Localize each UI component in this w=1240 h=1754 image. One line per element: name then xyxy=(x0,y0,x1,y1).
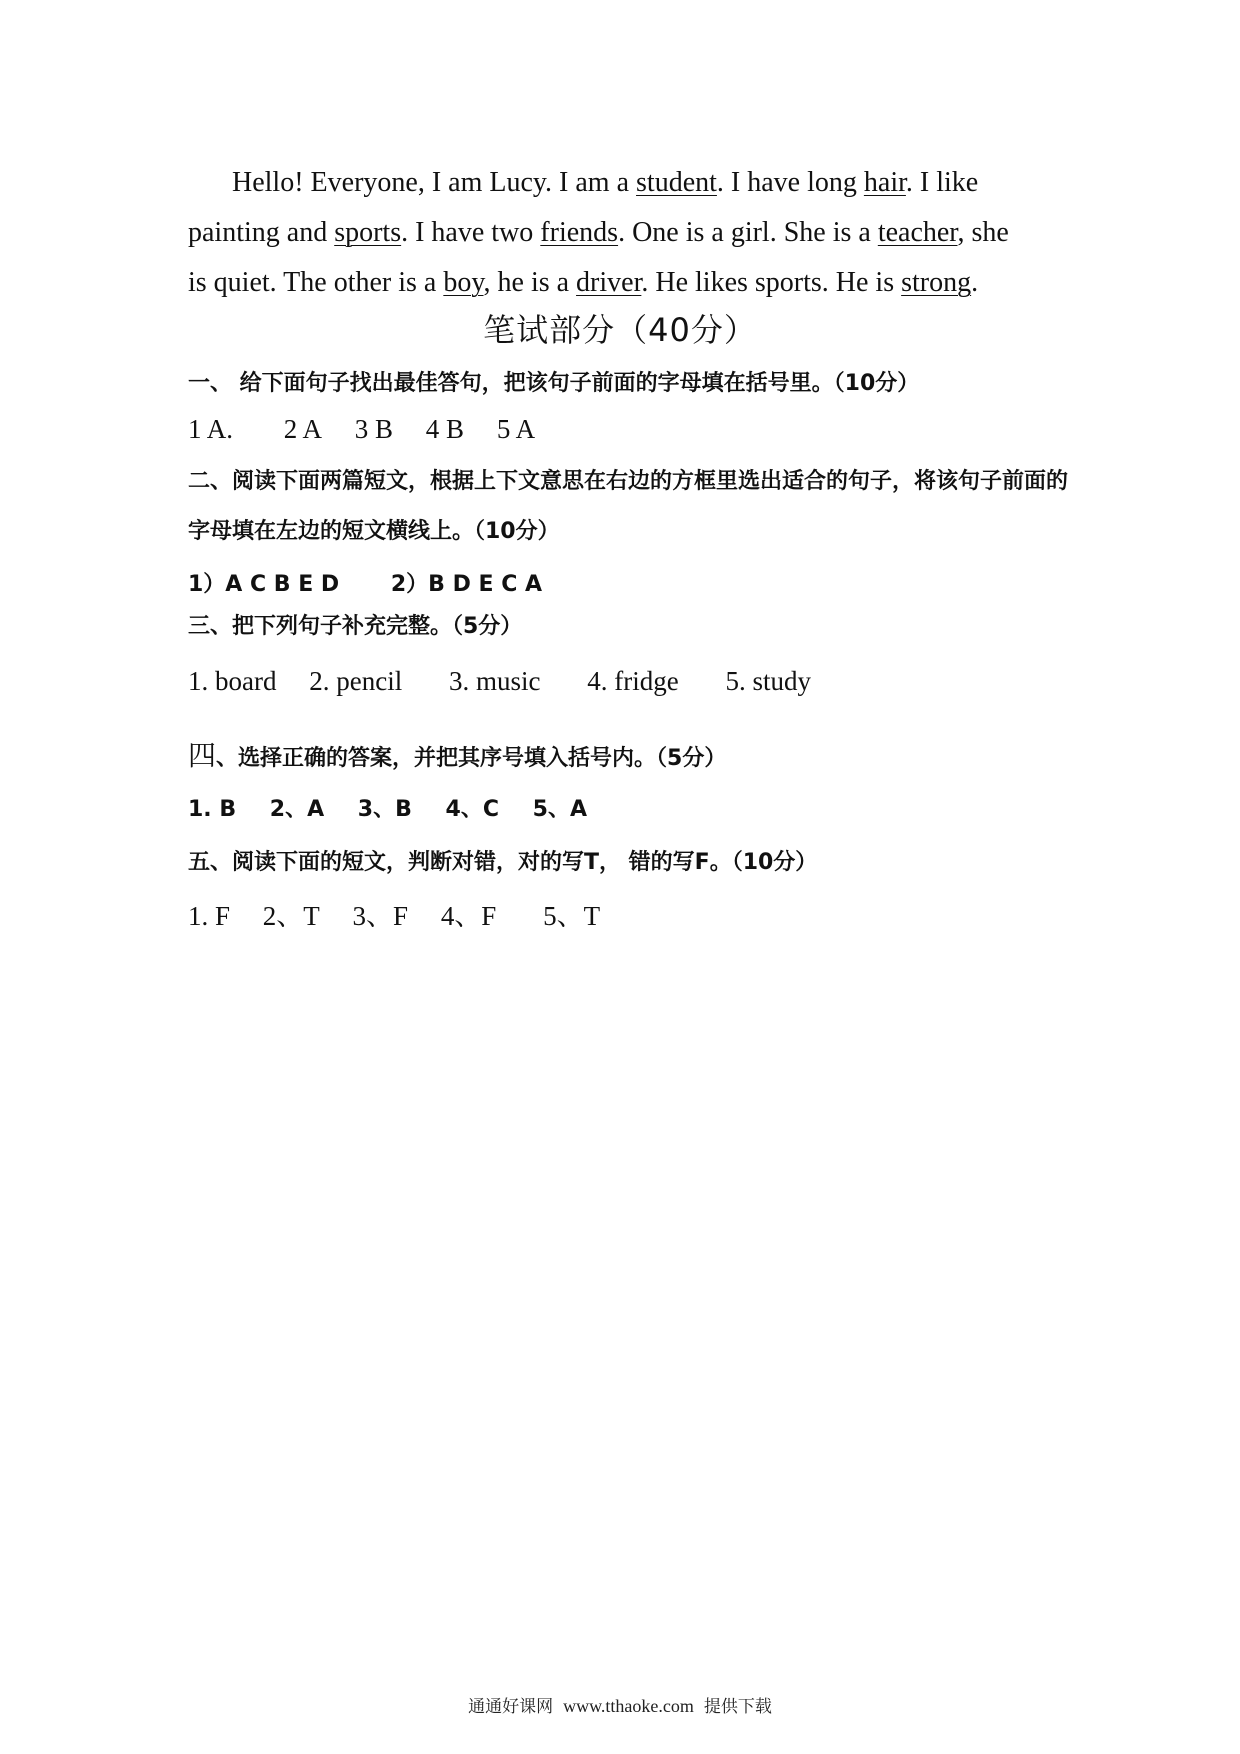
passage-text: . I like xyxy=(905,167,979,198)
footer-site-name: 通通好课网 xyxy=(468,1697,554,1717)
listening-passage xyxy=(188,158,1068,308)
answer-item: 1. F xyxy=(188,901,231,931)
answer-item: 3 B xyxy=(354,414,394,444)
question-heading-4 xyxy=(188,734,726,774)
question-heading-5: 五、阅读下面的短文，判断对错，对的写T， 错的写F。（10分） xyxy=(188,850,818,875)
passage-text: is quiet. The other is a xyxy=(188,267,444,298)
passage-text: , she xyxy=(957,217,1009,248)
answer-row-1 xyxy=(188,414,535,445)
passage-line-3 xyxy=(188,258,1068,308)
underlined-word: boy xyxy=(443,267,484,298)
answer-row-4 xyxy=(188,792,587,823)
question-heading-3: 三、把下列句子补充完整。（5分） xyxy=(188,614,523,639)
answer-item: 5. study xyxy=(725,666,811,696)
passage-text: Hello! Everyone, I am Lucy. I am a xyxy=(232,167,637,198)
question-heading-2: 二、阅读下面两篇短文，根据上下文意思在右边的方框里选出适合的句子，将该句子前面的字母填在左边的短文横线上。（10分） xyxy=(188,469,1069,544)
answer-item: 5 A xyxy=(496,414,536,444)
page-footer xyxy=(0,1692,1240,1717)
answer-item: 1 A. xyxy=(188,414,234,444)
answer-item: 2 A xyxy=(283,414,323,444)
footer-url[interactable]: www.tthaoke.com xyxy=(563,1696,694,1716)
question-text: 、选择正确的答案，并把其序号填入括号内。（5分） xyxy=(216,746,727,771)
footer-download-text: 提供下载 xyxy=(703,1697,772,1717)
underlined-word: sports xyxy=(334,217,402,248)
answer-item: 4 B xyxy=(425,414,465,444)
passage-text: . He likes sports. He is xyxy=(641,267,902,298)
answer-item: 1. board xyxy=(188,666,277,696)
passage-line-1 xyxy=(188,158,1068,208)
answer-item: 3、B xyxy=(357,797,412,822)
passage-text: . I have two xyxy=(401,217,541,248)
passage-text: . xyxy=(971,267,979,298)
section-title: 笔试部分（40分） xyxy=(483,311,757,349)
underlined-word: friends xyxy=(540,217,619,248)
passage-text: , he is a xyxy=(483,267,577,298)
answer-item: 1. B xyxy=(188,797,237,822)
answer-item: 4、F xyxy=(440,901,497,931)
answer-row-5 xyxy=(188,894,600,933)
answer-item: 2、T xyxy=(262,901,320,931)
answer-item: 4、C xyxy=(445,797,499,822)
answer-item: 4. fridge xyxy=(587,666,679,696)
underlined-word: student xyxy=(636,167,717,198)
answer-item: 5、A xyxy=(532,797,588,822)
answer-item: 2. pencil xyxy=(309,666,403,696)
underlined-word: hair xyxy=(863,167,906,198)
question-heading-1: 一、 给下面句子找出最佳答句，把该句子前面的字母填在括号里。（10分） xyxy=(188,371,920,396)
answer-item: 5、T xyxy=(543,901,601,931)
underlined-word: strong xyxy=(901,267,972,298)
passage-text: . I have long xyxy=(716,167,864,198)
passage-text: painting and xyxy=(188,217,335,248)
answer-item: 3、F xyxy=(352,901,409,931)
section-number: 四 xyxy=(188,739,217,772)
underlined-word: driver xyxy=(576,267,642,298)
underlined-word: teacher xyxy=(877,217,958,248)
passage-line-2 xyxy=(188,208,1068,258)
answer-item: 1）A C B E D xyxy=(188,572,340,597)
answer-item: 3. music xyxy=(448,666,541,696)
answer-item: 2）B D E C A xyxy=(390,572,543,597)
answer-row-3 xyxy=(188,666,811,697)
answer-row-2 xyxy=(188,567,542,598)
answer-item: 2、A xyxy=(269,797,325,822)
passage-text: . One is a girl. She is a xyxy=(618,217,878,248)
